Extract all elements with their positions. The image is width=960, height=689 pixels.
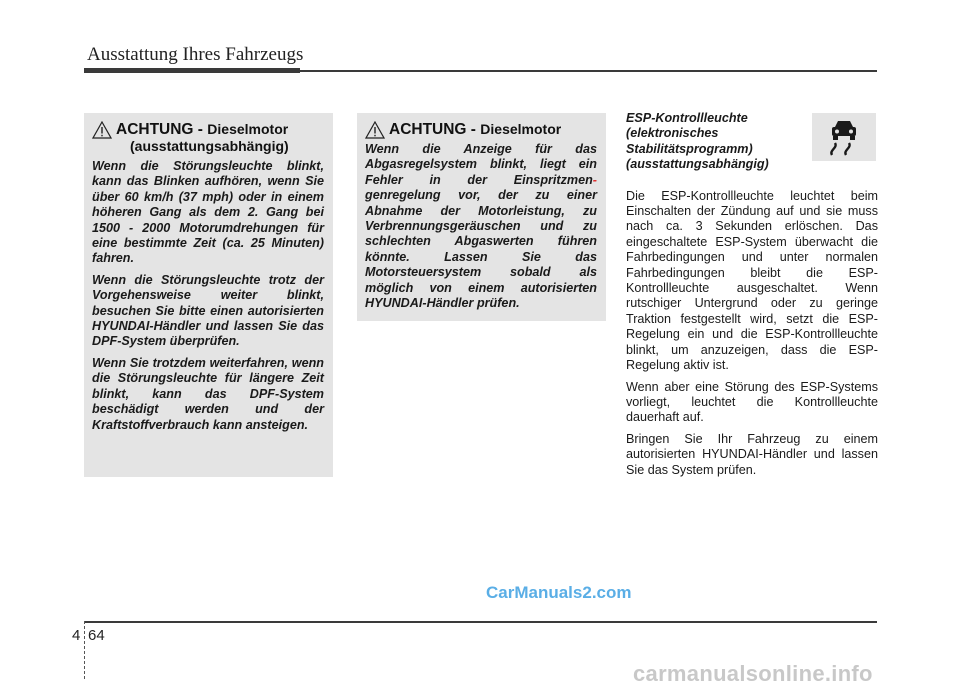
esp-paragraph: Die ESP-Kontrollleuchte leuchtet beim Einschalten der Zündung auf und sie muss nach ca. 3 Sekunden erlöschen. Das eingeschaltete ESP-System überwacht die Fahrbedingungen und unter normalen Fahrbedingungen bleibt die ESP-Kontrollleuchte ausgeschaltet. Wenn rutschiger Untergrund oder zu geringe Traktion festgestellt wird, setzt die ESP-Regelung ein und die ESP-Kontrollleuchte blinkt, um anzuzeigen, dass die ESP-Regelung aktiv ist. [626,188,878,373]
warning-title-sub: Dieselmotor [207,121,289,137]
footer-rule [84,621,877,623]
warning-title-sub2: (ausstattungsabhängig) [130,138,289,154]
esp-paragraph: Bringen Sie Ihr Fahrzeug zu einem autorisierten HYUNDAI-Händler und lassen Sie das System prüfen. [626,431,878,477]
warning-text-part: Wenn die Anzeige für das Abgasregelsystem blinkt, liegt ein Fehler in der Einspritzmen [365,142,597,187]
header-title: Ausstattung Ihres Fahrzeugs [87,44,304,65]
warning-triangle-icon [92,121,112,139]
warning-text-part: genregelung vor, der zu einer Abnahme der Motorleistung, zu Verbrennungsgeräuschen und zu schlechten Abgaswerten führen könnte. Lassen Sie das Motorsteuersystem sobald als möglich von einem autorisierten HYUNDAI-Händler prüfen. [365,188,597,311]
warning-title [116,121,324,155]
warning-title-main: ACHTUNG - [389,121,481,138]
header-rule [84,70,877,72]
warning-title-main: ACHTUNG - [116,121,208,138]
warning-paragraph [365,142,597,311]
page-number: 64 [88,627,105,644]
warning-paragraph: Wenn die Störungsleuchte trotz der Vorgehensweise weiter blinkt, besuchen Sie bitte einen autorisierten HYUNDAI-Händler und lassen Sie das DPF-System überprüfen. [92,272,324,349]
warning-paragraph: Wenn die Störungsleuchte blinkt, kann das Blinken aufhören, wenn Sie über 60 km/h (37 mph) oder in einem höheren Gang als dem 2. Gang bei 1500 - 2000 Motorumdrehungen für eine bestimmte Zeit (ca. 25 Minuten) fahren. [92,159,324,266]
warning-title-sub: Dieselmotor [480,121,562,137]
chapter-number: 4 [72,627,81,644]
esp-title: ESP-Kontrollleuchte (elektronisches Stabilitätsprogramm) (ausstattungsabhängig) [626,111,769,172]
warning-triangle-icon [365,121,385,139]
warning-title [389,121,597,138]
warning-heading [92,121,324,155]
watermark-link[interactable]: CarManuals2.com [486,583,632,602]
warning-box-emission [357,113,606,321]
warning-paragraph: Wenn Sie trotzdem weiterfahren, wenn die Störungsleuchte für längere Zeit blinkt, kann das DPF-System beschädigt werden und der Kraftstoffverbrauch kann ansteigen. [92,355,324,432]
esp-paragraph: Wenn aber eine Störung des ESP-Systems vorliegt, leuchtet die Kontrollleuchte dauerhaft auf. [626,379,878,425]
warning-heading [365,121,597,138]
site-watermark: carmanualsonline.info [633,661,873,686]
warning-box-dpf [84,113,333,477]
footer-divider [84,621,85,679]
hyphen-mark: - [592,172,597,187]
esp-section [626,111,878,484]
